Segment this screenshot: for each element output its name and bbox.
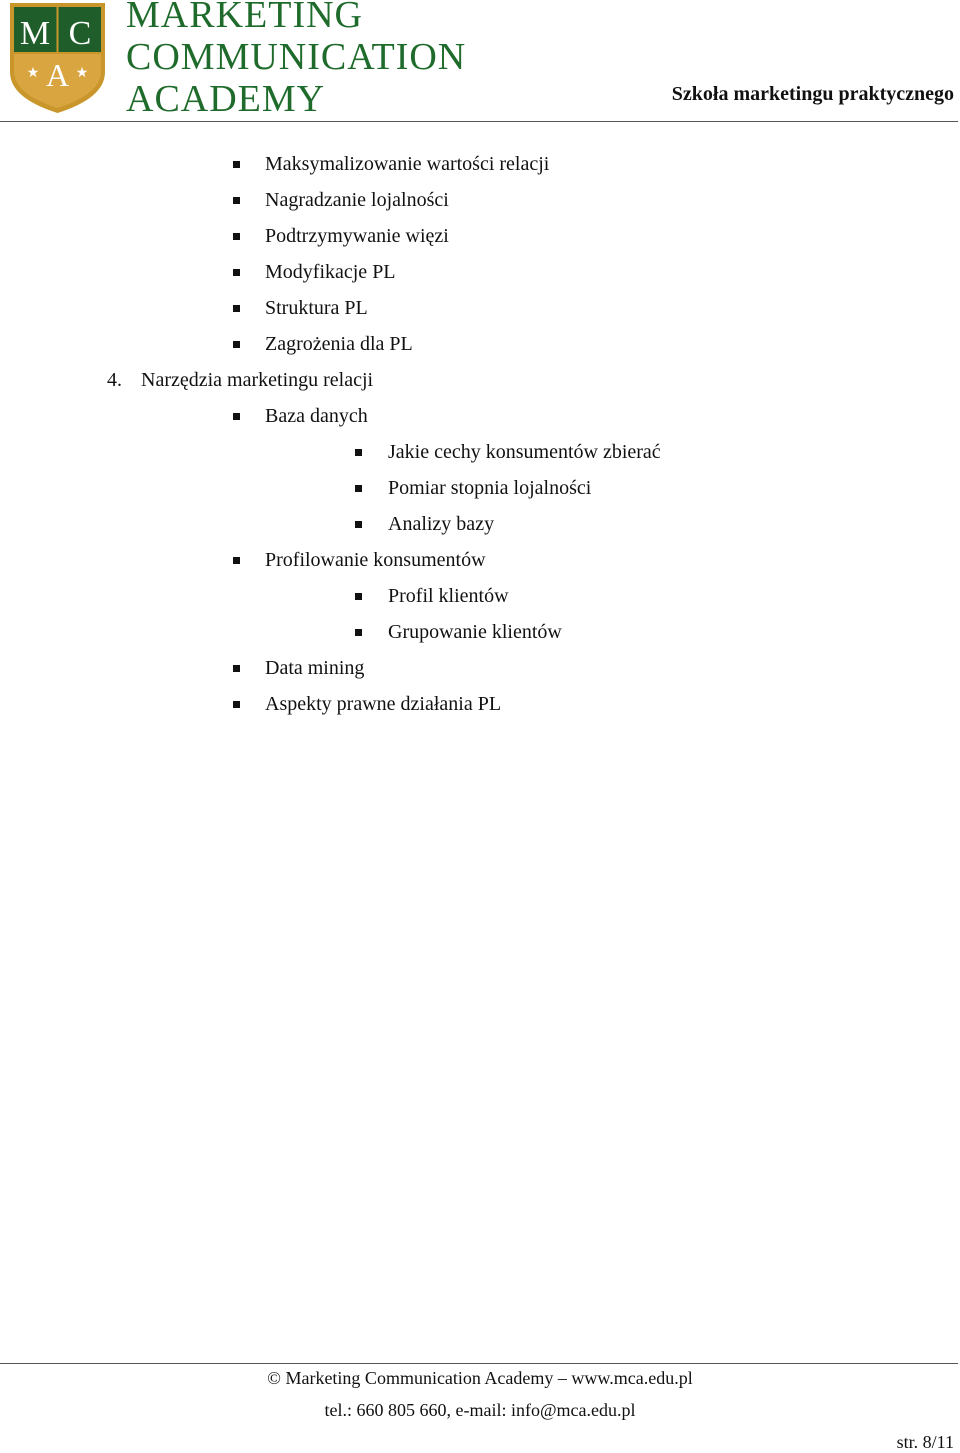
sub-list-item-text: Analizy bazy [388,513,495,535]
list-item-text: Profilowanie konsumentów [265,549,486,571]
page-header [0,0,960,124]
list-item-text: Nagradzanie lojalności [265,189,449,211]
bullet-icon [233,665,240,672]
page-number: str. 8/11 [896,1432,954,1452]
list-item-text: Maksymalizowanie wartości relacji [265,153,550,175]
header-tagline: Szkoła marketingu praktycznego [671,83,954,105]
bullet-icon [233,197,240,204]
mca-logo-icon [9,2,106,114]
svg-text:★: ★ [75,66,89,81]
section-number: 4. [107,369,122,391]
header-divider [0,121,958,122]
sub-list-item-text: Profil klientów [388,585,509,607]
footer-contact: tel.: 660 805 660, e-mail: info@mca.edu.pl [324,1400,636,1420]
list-item-text: Aspekty prawne działania PL [265,693,502,715]
footer-divider [0,1363,958,1364]
bullet-icon [355,593,362,600]
logo-line-academy: ACADEMY [126,78,326,120]
logo-letter-a: A [45,57,70,93]
list-item-text: Data mining [265,657,365,679]
bullet-icon [233,701,240,708]
list-item-text: Podtrzymywanie więzi [265,225,449,247]
bullet-icon [355,521,362,528]
bullet-icon [233,341,240,348]
bullet-icon [233,413,240,420]
section-title: Narzędzia marketingu relacji [141,369,374,391]
list-item-text: Modyfikacje PL [265,261,396,283]
sub-list-item-text: Grupowanie klientów [388,621,562,643]
logo-line-communication: COMMUNICATION [126,36,467,78]
bullet-icon [355,485,362,492]
logo-letter-c: C [68,15,92,52]
list-item-text: Struktura PL [265,297,368,319]
list-item-text: Baza danych [265,405,368,427]
bullet-icon [233,233,240,240]
bullet-icon [233,161,240,168]
list-item-text: Zagrożenia dla PL [265,333,413,355]
bullet-icon [233,269,240,276]
logo-line-marketing: MARKETING [126,0,363,36]
bullet-icon [355,629,362,636]
sub-list-item-text: Jakie cechy konsumentów zbierać [388,441,661,463]
svg-text:★: ★ [26,66,40,81]
bullet-icon [355,449,362,456]
bullet-icon [233,305,240,312]
footer-copyright: © Marketing Communication Academy – www.mca.edu.pl [267,1368,693,1388]
logo-letter-m: M [19,15,51,52]
sub-list-item-text: Pomiar stopnia lojalności [388,477,592,499]
bullet-icon [233,557,240,564]
